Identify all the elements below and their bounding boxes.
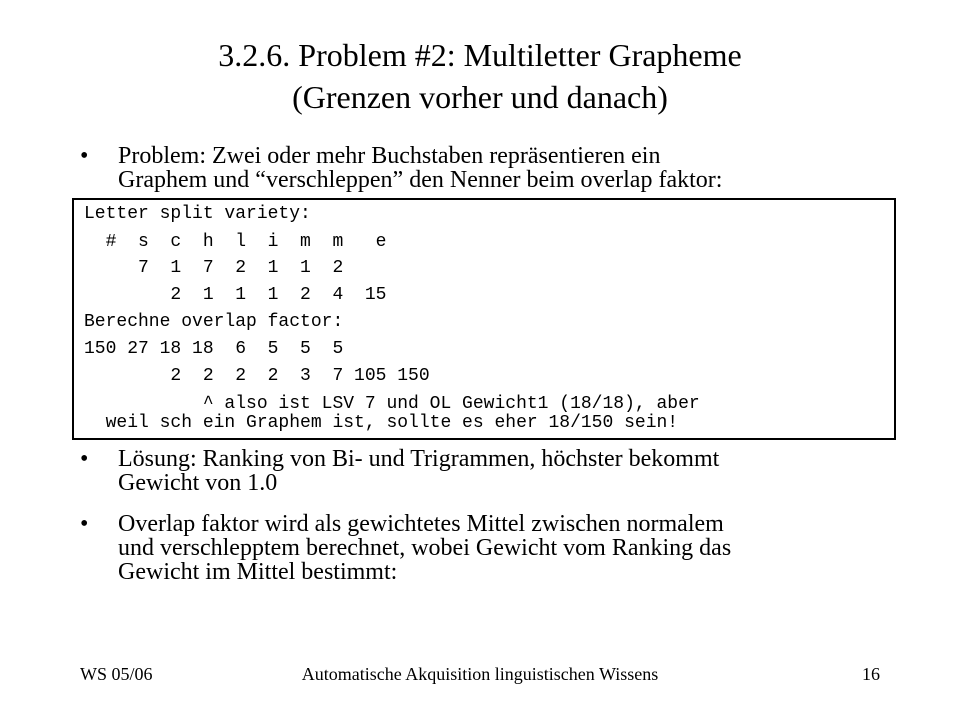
footer-semester: WS 05/06 bbox=[80, 664, 153, 684]
code-line: weil sch ein Graphem ist, sollte es eher 18/150 sein! bbox=[84, 413, 679, 433]
title-line-2: (Grenzen vorher und danach) bbox=[292, 79, 668, 115]
code-example-box bbox=[72, 198, 896, 440]
bullet-overlap-factor bbox=[80, 512, 900, 584]
code-line: 2 1 1 1 2 4 15 bbox=[84, 285, 387, 305]
bullet-text-line-2: Graphem und “verschleppen” den Nenner beim overlap faktor: bbox=[118, 167, 723, 193]
bullet-dot: • bbox=[80, 511, 89, 537]
title-line-1: 3.2.6. Problem #2: Multiletter Grapheme bbox=[218, 37, 742, 73]
code-line: Letter split variety: bbox=[84, 204, 311, 224]
bullet-solution bbox=[80, 447, 900, 495]
code-line: 7 1 7 2 1 1 2 bbox=[84, 258, 344, 278]
code-line: Berechne overlap factor: bbox=[84, 312, 344, 332]
code-line: ^ also ist LSV 7 und OL Gewicht1 (18/18), aber bbox=[84, 394, 700, 414]
code-line: 2 2 2 2 3 7 105 150 bbox=[84, 366, 430, 386]
slide-title bbox=[0, 34, 960, 118]
code-line: # s c h l i m m e bbox=[84, 232, 387, 252]
bullet-dot: • bbox=[80, 143, 89, 169]
bullet-text-line-2: Gewicht von 1.0 bbox=[118, 470, 278, 496]
bullet-problem bbox=[80, 144, 900, 192]
bullet-text-line-1: Problem: Zwei oder mehr Buchstaben repräsentieren ein bbox=[118, 143, 661, 169]
bullet-text-line-1: Overlap faktor wird als gewichtetes Mittel zwischen normalem bbox=[118, 511, 724, 537]
bullet-text-line-2: und verschlepptem berechnet, wobei Gewicht vom Ranking das bbox=[118, 535, 732, 561]
bullet-text-line-1: Lösung: Ranking von Bi- und Trigrammen, höchster bekommt bbox=[118, 446, 720, 472]
bullet-dot: • bbox=[80, 446, 89, 472]
footer-page-number: 16 bbox=[862, 664, 880, 684]
footer-course-title: Automatische Akquisition linguistischen Wissens bbox=[301, 664, 659, 684]
code-line: 150 27 18 18 6 5 5 5 bbox=[84, 339, 344, 359]
bullet-text-line-3: Gewicht im Mittel bestimmt: bbox=[118, 559, 398, 585]
